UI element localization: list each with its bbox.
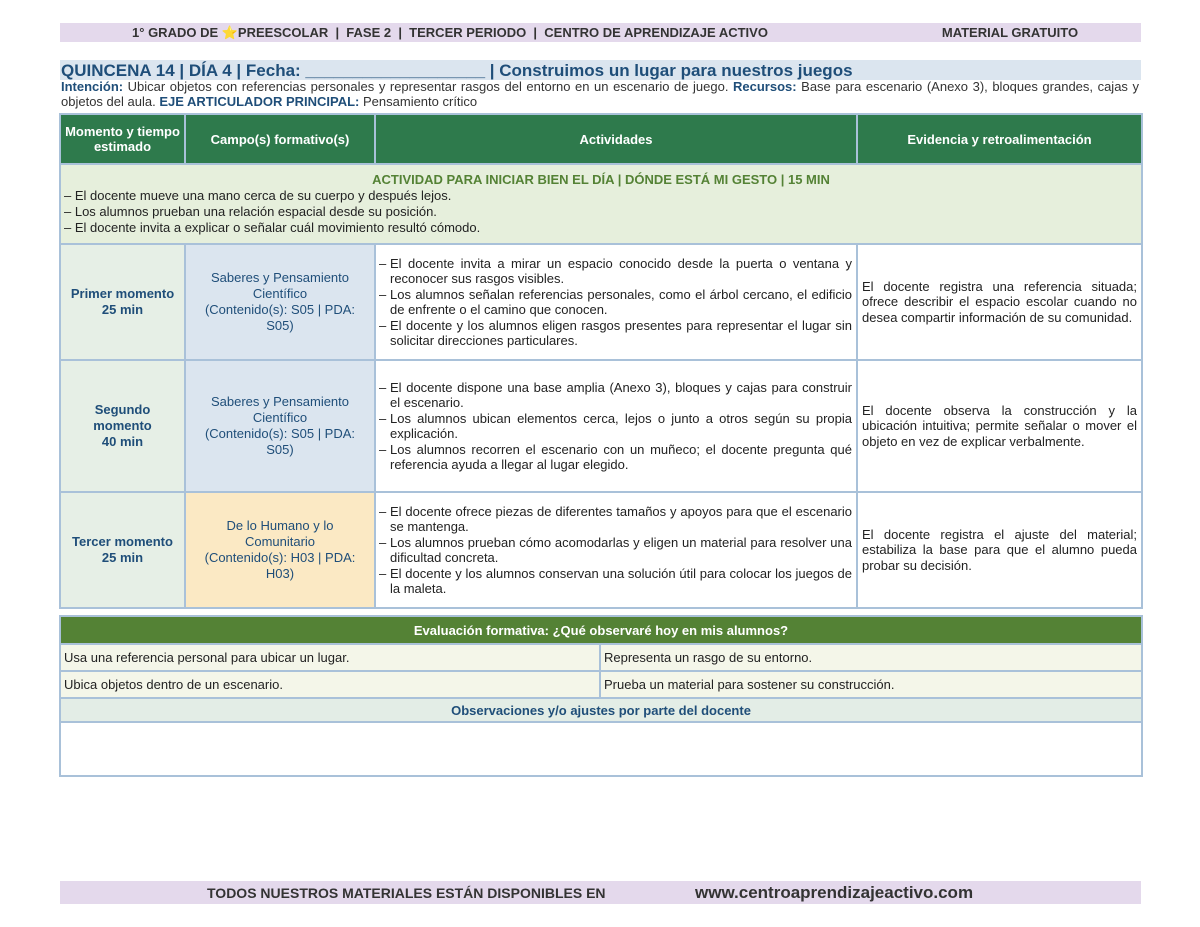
eje-label: EJE ARTICULADOR PRINCIPAL: [159,94,360,109]
inicio-cell [60,164,1142,244]
evaluacion-item: Representa un rasgo de su entorno. [600,644,1142,671]
actividad-item: – Los alumnos recorren el escenario con un muñeco; el docente pregunta qué referencia ayuda a llegar al lugar elegido. [378,442,852,473]
inicio-line: – Los alumnos prueban una relación espacial desde su posición. [64,204,437,219]
header-evidencia: Evidencia y retroalimentación [857,114,1142,164]
momento-cell [60,360,185,492]
header-momento: Momento y tiempo estimado [60,114,185,164]
footer-bar [60,881,1141,904]
contenido-label: (Contenido(s): H03 | PDA: H03) [204,550,356,581]
evidencia-cell: El docente registra el ajuste del material; estabiliza la base para que el alumno pueda probar su decisión. [857,492,1142,608]
observaciones-title: Observaciones y/o ajustes por parte del docente [60,698,1142,722]
evaluacion-title: Evaluación formativa: ¿Qué observaré hoy en mis alumnos? [60,616,1142,644]
actividad-item: – Los alumnos prueban cómo acomodarlas y eligen un material para resolver una dificultad concreta. [378,535,852,566]
inicio-row [60,164,1142,244]
campo-cell [185,244,375,360]
actividades-cell [375,244,857,360]
eje-text: Pensamiento crítico [363,94,478,109]
momento-label: Primer momento [70,286,175,301]
momento-cell [60,492,185,608]
evaluacion-item: Prueba un material para sostener su construcción. [600,671,1142,698]
contenido-label: (Contenido(s): S05 | PDA: S05) [204,302,356,333]
momento-time: 40 min [101,434,144,449]
intencion-text: Ubicar objetos con referencias personales y representar rasgos del entorno en un escenario de juego. [127,79,729,94]
actividad-item: – Los alumnos ubican elementos cerca, lejos o junto a otros según su propia explicación. [378,411,852,442]
header-bar [60,23,1141,42]
actividad-item: – El docente invita a mirar un espacio conocido desde la puerta o ventana y reconocer sus rasgos visibles. [378,256,852,287]
campo-label: Saberes y Pensamiento Científico [210,394,350,425]
campo-label: De lo Humano y lo Comunitario [226,518,334,549]
evaluacion-table [59,615,1143,777]
evaluacion-item: Ubica objetos dentro de un escenario. [60,671,600,698]
table-row [60,244,1142,360]
evidencia-cell: El docente registra una referencia situada; ofrece describir el espacio escolar cuando no desea compartir información de su comunidad. [857,244,1142,360]
contenido-label: (Contenido(s): S05 | PDA: S05) [204,426,356,457]
intencion-label: Intención: [61,79,124,94]
actividades-cell [375,360,857,492]
actividad-item: – El docente y los alumnos eligen rasgos presentes para representar el lugar sin solicitar direcciones particulares. [378,318,852,349]
footer-url-link[interactable]: www.centroaprendizajeactivo.com [695,883,974,902]
evidencia-cell: El docente observa la construcción y la ubicación intuitiva; permite señalar o mover el objeto en vez de explicar verbalmente. [857,360,1142,492]
evaluacion-item: Usa una referencia personal para ubicar un lugar. [60,644,600,671]
table-header-row [60,114,1142,164]
recursos-text: Base para escenario (Anexo 3), bloques grandes, cajas y objetos del aula. [61,79,1139,109]
table-row [60,492,1142,608]
momento-time: 25 min [101,550,144,565]
momento-label: Segundo momento [93,402,152,433]
inicio-line: – El docente invita a explicar o señalar cuál movimiento resultó cómodo. [64,220,481,235]
campo-label: Saberes y Pensamiento Científico [210,270,350,301]
header-campo: Campo(s) formativo(s) [185,114,375,164]
momento-label: Tercer momento [72,534,173,549]
table-row [60,360,1142,492]
page-title: QUINCENA 14 | DÍA 4 | Fecha: ___________________ | Construimos un lugar para nuestros juegos [61,61,853,80]
inicio-title: ACTIVIDAD PARA INICIAR BIEN EL DÍA | DÓNDE ESTÁ MI GESTO | 15 MIN [372,172,830,187]
header-actividades: Actividades [375,114,857,164]
actividad-item: – Los alumnos señalan referencias personales, como el árbol cercano, el edificio de enfrente o el camino que conocen. [378,287,852,318]
recursos-label: Recursos: [733,79,797,94]
actividad-item: – El docente dispone una base amplia (Anexo 3), bloques y cajas para construir el escenario. [378,380,852,411]
campo-cell [185,492,375,608]
actividad-item: – El docente ofrece piezas de diferentes tamaños y apoyos para que el escenario se mantenga. [378,504,852,535]
header-left-text: 1° GRADO DE ⭐PREESCOLAR | FASE 2 | TERCER PERIODO | CENTRO DE APRENDIZAJE ACTIVO [132,25,768,40]
campo-cell [185,360,375,492]
meta-block [61,79,1139,109]
inicio-line: – El docente mueve una mano cerca de su cuerpo y después lejos. [64,188,452,203]
header-right-text: MATERIAL GRATUITO [941,25,1079,40]
observaciones-field[interactable] [60,722,1142,776]
momento-cell [60,244,185,360]
planning-table [59,113,1143,609]
actividades-cell [375,492,857,608]
momento-time: 25 min [101,302,144,317]
actividad-item: – El docente y los alumnos conservan una solución útil para colocar los juegos de la maleta. [378,566,852,597]
footer-text: TODOS NUESTROS MATERIALES ESTÁN DISPONIBLES EN [207,885,606,901]
